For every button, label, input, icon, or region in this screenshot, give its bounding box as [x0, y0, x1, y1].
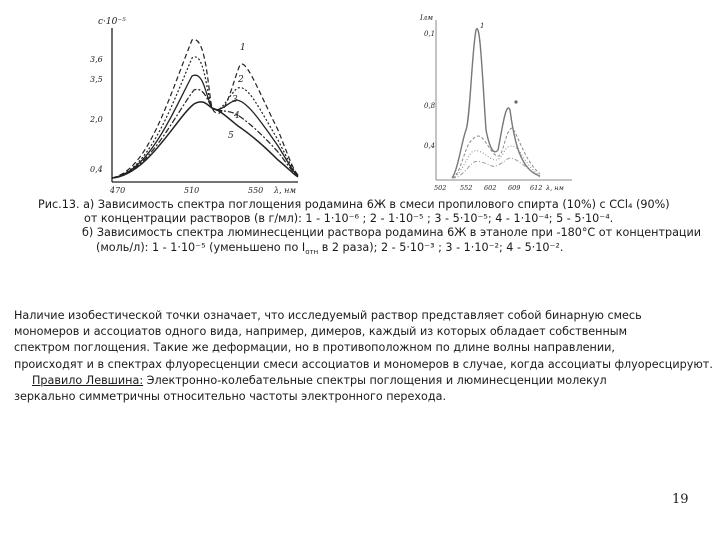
- figure-b-x-unit: λ, нм: [546, 184, 564, 192]
- figure-a-x-tick: 550: [248, 186, 264, 195]
- caption-line: б) Зависимость спектра люминесценции раствора родамина 6Ж в этаноле при -180°С от концентрации: [82, 226, 702, 240]
- figure-b-curve-label: 1: [480, 22, 485, 30]
- rule-title: Правило Левшина:: [32, 373, 144, 387]
- figure-a-absorption-chart: [88, 10, 316, 200]
- caption-line-part: (моль/л): 1 - 1·10⁻⁵ (уменьшено по I: [96, 240, 306, 254]
- caption-line-part: в 2 раза); 2 - 5·10⁻³ ; 3 - 1·10⁻²; 4 - 5·10⁻².: [318, 240, 564, 254]
- caption-subscript: отн: [305, 247, 319, 256]
- figure-a-curve-label: 4: [234, 111, 240, 121]
- figure-a-y-tick: 0,4: [90, 165, 103, 174]
- body-line: спектром поглощения. Такие же деформации, но в противоположном по длине волны направлении,: [14, 341, 615, 355]
- figure-b-curve-3: [452, 146, 540, 178]
- figure-b-x-tick: 612: [530, 184, 543, 192]
- body-text: [14, 308, 714, 405]
- caption-line: от концентрации растворов (в г/мл): 1 - 1·10⁻⁶ ; 2 - 1·10⁻⁵ ; 3 - 5·10⁻⁵; 4 - 1·10⁻⁴; 5 - 5·10⁻⁴.: [84, 212, 614, 226]
- figure-b-marker: [514, 100, 517, 103]
- figure-b-y-tick: 0,1: [424, 30, 436, 38]
- figure-b-x-tick: 609: [508, 184, 521, 192]
- figure-a-x-tick: 470: [110, 186, 126, 195]
- figure-a-curve-2: [112, 57, 298, 178]
- figure-a-curve-label: 5: [228, 131, 234, 141]
- caption-line: Рис.13. а) Зависимость спектра поглощения родамина 6Ж в смеси пропилового спирта (10%) с CCl₄ (90%): [38, 198, 670, 211]
- rule-text: Электронно-колебательные спектры поглощения и люминесценции молекул: [143, 373, 607, 387]
- figure-b-x-tick: 502: [434, 184, 447, 192]
- figure-b-curve-1: [452, 29, 540, 178]
- figure-a-y-tick: 2,0: [90, 115, 103, 124]
- body-line: Наличие изобестической точки означает, что исследуемый раствор представляет собой бинарную смесь: [14, 309, 642, 322]
- body-line: [14, 373, 714, 389]
- figure-b-x-tick: 602: [484, 184, 497, 192]
- figure-b-curve-4: [452, 158, 540, 178]
- figure-caption: [38, 198, 708, 259]
- figure-a-y-tick: 3,6: [90, 55, 103, 64]
- body-line: происходят и в спектрах флуоресценции смеси ассоциатов и мономеров в случае, когда ассоциаты флуоресцируют.: [14, 357, 713, 371]
- figure-a-curve-label: 1: [240, 43, 246, 53]
- figure-b-x-tick: 552: [460, 184, 473, 192]
- figure-b-y-label: Iлм: [420, 14, 434, 22]
- figure-a-x-unit: λ, нм: [274, 186, 297, 195]
- body-line: зеркально симметричны относительно частоты электронного перехода.: [14, 390, 447, 404]
- figure-b-y-tick: 0,4: [424, 142, 436, 150]
- figure-a-y-multiplier: c·10⁻⁵: [98, 17, 126, 27]
- body-line: мономеров и ассоциатов одного вида, например, димеров, каждый из которых обладает собственным: [14, 325, 628, 339]
- caption-line: [38, 241, 708, 259]
- page-number: 19: [672, 492, 689, 507]
- figure-b-y-tick: 0,8: [424, 102, 436, 110]
- figure-a-curve-1: [112, 40, 298, 178]
- figure-b-luminescence-chart: [400, 10, 576, 194]
- figure-a-curve-label: 2: [238, 75, 244, 85]
- figure-a-x-tick: 510: [184, 186, 200, 195]
- figure-a-y-tick: 3,5: [90, 75, 103, 84]
- figure-a-curve-label: 3: [232, 95, 238, 105]
